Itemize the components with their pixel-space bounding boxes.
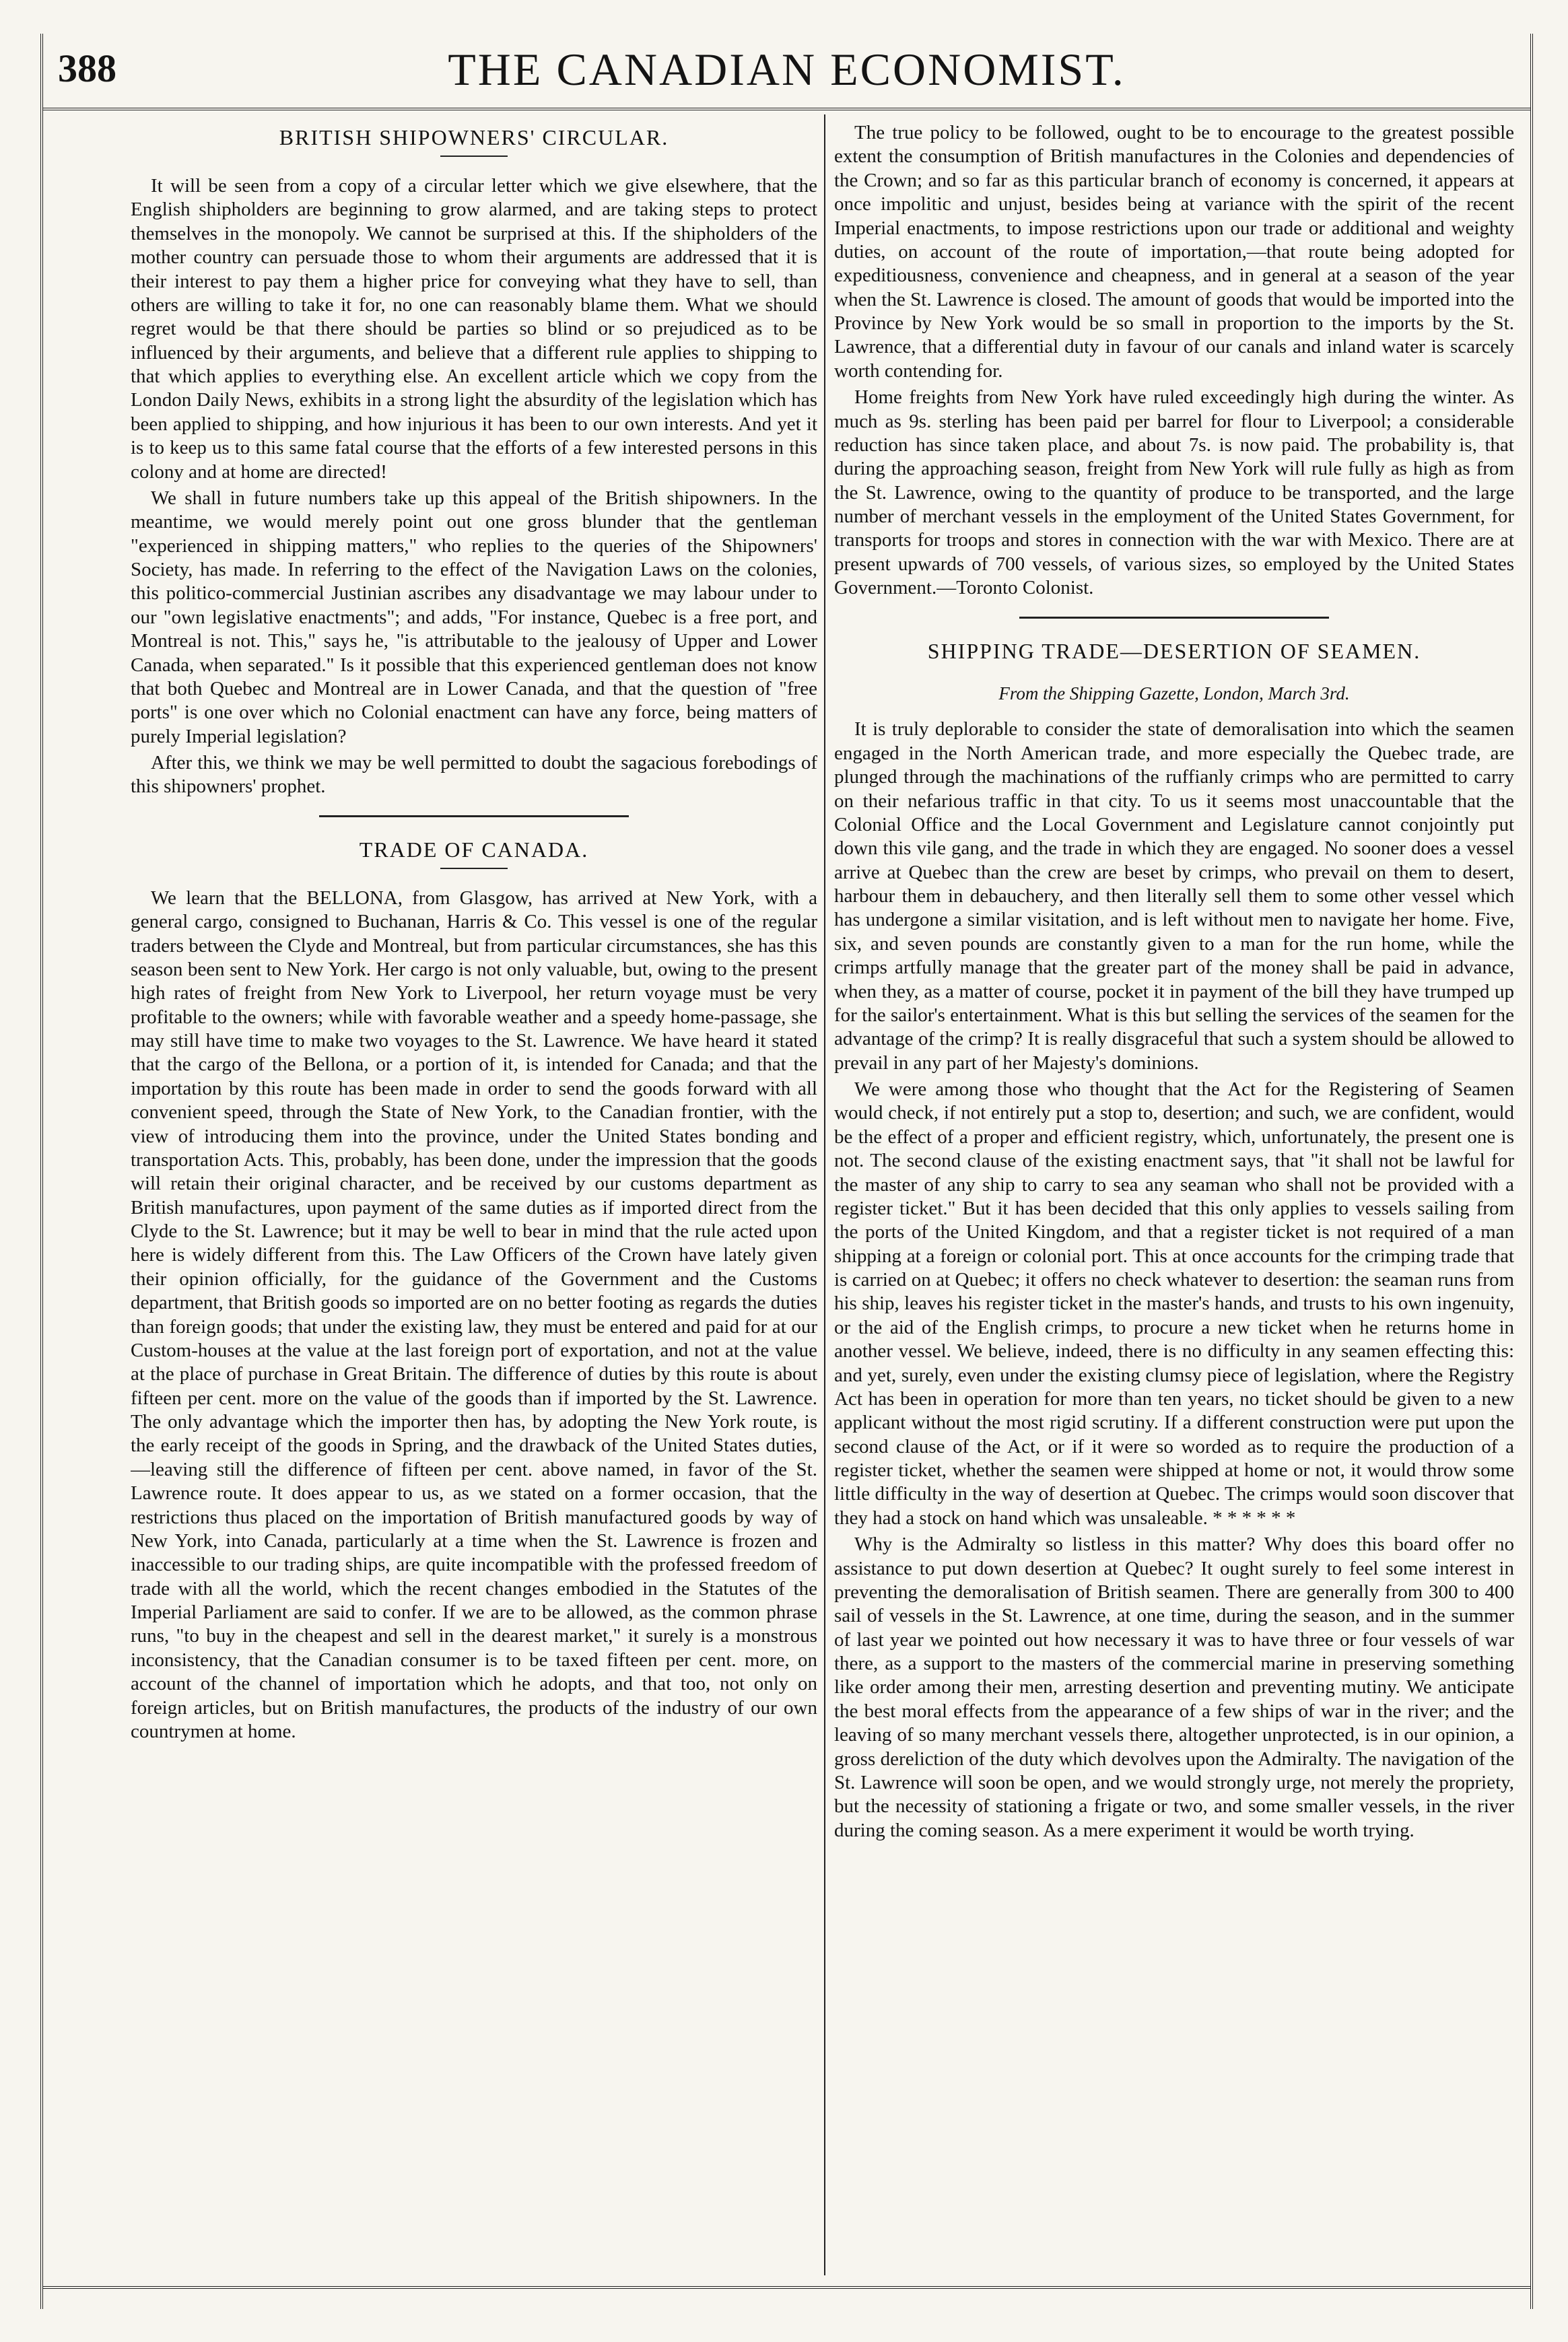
article-byline: From the Shipping Gazette, London, March 3rd. [998,683,1350,703]
article-title: SHIPPING TRADE—DESERTION OF SEAMEN. [927,638,1421,663]
paragraph: Why is the Admiralty so listless in this matter? Why does this board offer no assistance to put down desertion at Quebec? It ought surely to feel some interest in preventing the demoralisation of British seamen. There are generally from 300 to 400 sail of vessels in the St. Lawrence, at one time, during the season, and in the summer of last year we pointed out how necessary it was to have three or four vessels of war there, as a support to the masters of the commercial marine in preserving something like order among their men, arresting desertion and preventing mutiny. We anticipate the best moral effects from the appearance of a few ships of war in the river; and the leaving of so many merchant vessels there, altogether unprotected, is in our opinion, a gross dereliction of the duty which devolves upon the Admiralty. The navigation of the St. Lawrence will soon be open, and we would strongly urge, not merely the propriety, but the necessity of stationing a frigate or two, and some smaller vessels, in the river during the coming season. As a mere experiment it would be worth trying. [834,1534,1514,1841]
paragraph: We learn that the BELLONA, from Glasgow, has arrived at New York, with a general cargo, consigned to Buchanan, Harris & Co. This vessel is one of the regular traders between the Clyde and Montreal, but from particular circumstances, she has this season been sent to New York. Her cargo is not only valuable, but, owing to the present high rates of freight from New York to Liverpool, her return voyage must be very profitable to the owners; while with favorable weather and a speedy home-passage, she may still have time to make two voyages to the St. Lawrence. We have heard it stated that the cargo of the Bellona, or a portion of it, is intended for Canada; and that the importation by this route has been made in order to send the goods forward with all convenient speed, through the State of New York, to the Canadian frontier, with the view of introducing them into the province, under the United States bonding and transportation Acts. This, probably, has been done, under the impression that the goods will retain their original character, and be received by our customs department as British manufactures, upon payment of the same duties as if imported direct from the Clyde to the St. Lawrence; but it may be well to bear in mind that the rule acted upon here is widely different from this. The Law Officers of the Crown have lately given their opinion officially, for the guidance of the Government and the Customs department, that British goods so imported are on no better footing as regards the duties than foreign goods; that under the existing law, they must be entered and paid for at our Custom-houses at the value at the last foreign port of exportation, and not at the value at the place of purchase in Great Britain. The difference of duties by this route is about fifteen per cent. more on the value of the goods than if imported by the St. Lawrence. The only advantage which the importer then has, by adopting the New York route, is the early receipt of the goods in Spring, and the drawback of the United States duties,—leaving still the difference of fifteen per cent. above named, in favor of the St. Lawrence route. It does appear to us, as we stated on a former occasion, that the restrictions thus placed on the importation of British manufactured goods by way of New York, into Canada, particularly at a time when the St. Lawrence is frozen and inaccessible to our trading ships, are quite incompatible with the professed freedom of trade with all the world, which the recent changes embodied in the Statutes of the Imperial Parliament are said to confer. If we are to be allowed, as the common phrase runs, "to buy in the cheapest and sell in the dearest market," it surely is a monstrous inconsistency, that the Canadian consumer is to be taxed fifteen per cent. more, on account of the channel of importation which he adopts, and that too, not only on foreign articles, but on British manufactures, the products of the industry of our own countrymen at home. [131,887,817,1742]
section-rule [1019,617,1329,619]
title-rule [440,156,508,157]
paragraph: We were among those who thought that the Act for the Registering of Seamen would check, if not entirely put a stop to, desertion; and such, we are confident, would be the effect of a proper and efficient registry, which, unfortunately, the present one is not. The second clause of the existing enactment says, that "it shall not be lawful for the master of any ship to carry to sea any seaman who shall not be provided with a register ticket." But it has been decided that this only applies to vessels sailing from the ports of the United Kingdom, and that a register ticket is not required of a man shipping at a foreign or colonial port. This at once accounts for the crimping trade that is carried on at Quebec; it offers no check whatever to desertion: the seaman runs from his ship, leaves his register ticket in the master's hands, and trusts to his own ingenuity, or the aid of the English crimps, to procure a new ticket when he returns home in another vessel. We believe, indeed, there is no difficulty in any seamen effecting this: and yet, surely, even under the existing clumsy piece of legislation, where the Registry Act has been in operation for more than ten years, no ticket should be given to a new applicant without the most rigid scrutiny. If a different construction were put upon the second clause of the Act, or if it were so worded as to require the production of a register ticket, whether the seamen were shipped at home or not, it would throw some little difficulty in the way of desertion at Quebec. The crimps would soon discover that they had a stock on hand which was unsaleable. * * * * * * [834,1078,1514,1529]
newspaper-page [40,34,1533,2309]
paragraph: Home freights from New York have ruled exceedingly high during the winter. As much as 9s. sterling has been paid per barrel for flour to Liverpool; a considerable reduction has since taken place, and about 7s. is now paid. The probability is, that during the approaching season, freight from New York will rule fully as high as from the St. Lawrence, owing to the quantity of produce to be transported, and the large number of merchant vessels in the employment of the United States Government, for transports for troops and stores in connection with the war with Mexico. There are at present upwards of 700 vessels, of various sizes, so employed by the United States Government.—Toronto Colonist. [834,386,1514,599]
paragraph: It is truly deplorable to consider the state of demoralisation into which the seamen engaged in the North American trade, and more especially the Quebec trade, are plunged through the machinations of the ruffianly crimps who are permitted to carry on their nefarious traffic in that city. To us it seems most unaccountable that the Colonial Office and the Local Government and Legislature cannot conjointly put down this vile gang, and the trade in which they are engaged. No sooner does a vessel arrive at Quebec than the crew are beset by crimps, who prevail on them to desert, harbour them in debauchery, and then literally sell them to some other vessel which has undergone a similar visitation, and is left without men to navigate her home. Five, six, and seven pounds are constantly given to a man for the run home, while the crimps artfully manage that the greater part of the money shall be paid in advance, when they, as a matter of course, pocket it in payment of the bill they have trumped up for the sailor's entertainment. What is this but selling the services of the seamen for the advantage of the crimp? It is really disgraceful that such a system should be allowed to prevail in any part of her Majesty's dominions. [834,718,1514,1074]
paragraph: The true policy to be followed, ought to be to encourage to the greatest possible extent the consumption of British manufactures in the Colonies and dependencies of the Crown; and so far as this particular branch of economy is concerned, it appears at once impolitic and unjust, besides being at variance with the spirit of the recent Imperial enactments, to impose restrictions upon our trade or additional and weighty duties, on account of the route of importation,—that route being adopted for expeditiousness, convenience and cheapness, and in general at a season of the year when the St. Lawrence is closed. The amount of goods that would be imported into the Province by New York would be so small in proportion to the imports by the St. Lawrence, that a differential duty in favour of our canals and inland water is scarcely worth contending for. [834,122,1514,382]
article-title: BRITISH SHIPOWNERS' CIRCULAR. [279,125,669,149]
article-trade-of-canada-continued [834,121,1514,600]
article-desertion-of-seamen [834,639,1514,1843]
paragraph: It will be seen from a copy of a circular letter which we give elsewhere, that the English shipholders are beginning to grow alarmed, and are taking steps to protect themselves in the monopoly. We cannot be surprised at this. If the shipholders of the mother country can persuade those to whom their arguments are addressed that it is their interest to pay them a higher price for conveying what they have to sell, than others are willing to take it for, no one can reasonably blame them. What we should regret would be that there should be parties so blind or so prejudiced as to be influenced by their arguments, and believe that a different rule applies to shipping to that which applies to everything else. An excellent article which we copy from the London Daily News, exhibits in a strong light the absurdity of the legislation which has been applied to shipping, and how injurious it has been to our own interests. And yet it is to keep us to this same fatal course that the efforts of a few interested persons in this colony and at home are directed! [131,175,817,483]
page-number: 388 [58,46,116,90]
article-title: TRADE OF CANADA. [359,837,589,862]
article-trade-of-canada [131,837,817,1744]
right-column [834,121,1514,2275]
bottom-rule [43,2286,1530,2289]
paragraph: After this, we think we may be well permitted to doubt the sagacious forebodings of this shipowners' prophet. [131,752,817,798]
column-divider [824,114,825,2275]
masthead [43,34,1530,110]
section-rule [319,815,629,817]
journal-title: THE CANADIAN ECONOMIST. [448,44,1126,95]
paragraph: We shall in future numbers take up this appeal of the British shipowners. In the meantime, we would merely point out one gross blunder that the gentleman "experienced in shipping matters," who replies to the queries of the Shipowners' Society, has made. In referring to the effect of the Navigation Laws on the colonies, this politico-commercial Justinian ascribes any disadvantage we may labour under to our "own legislative enactments"; and adds, "For instance, Quebec is a free port, and Montreal is not. This," says he, "is attributable to the jealousy of Upper and Lower Canada, when separated." Is it possible that this experienced gentleman does not know that both Quebec and Montreal are in Lower Canada, and that the question of "free ports" is one over which no Colonial enactment can have any force, being matters of purely Imperial legislation? [131,487,817,747]
article-shipowners-circular [131,125,817,799]
title-rule [440,868,508,869]
left-column [131,121,817,2275]
